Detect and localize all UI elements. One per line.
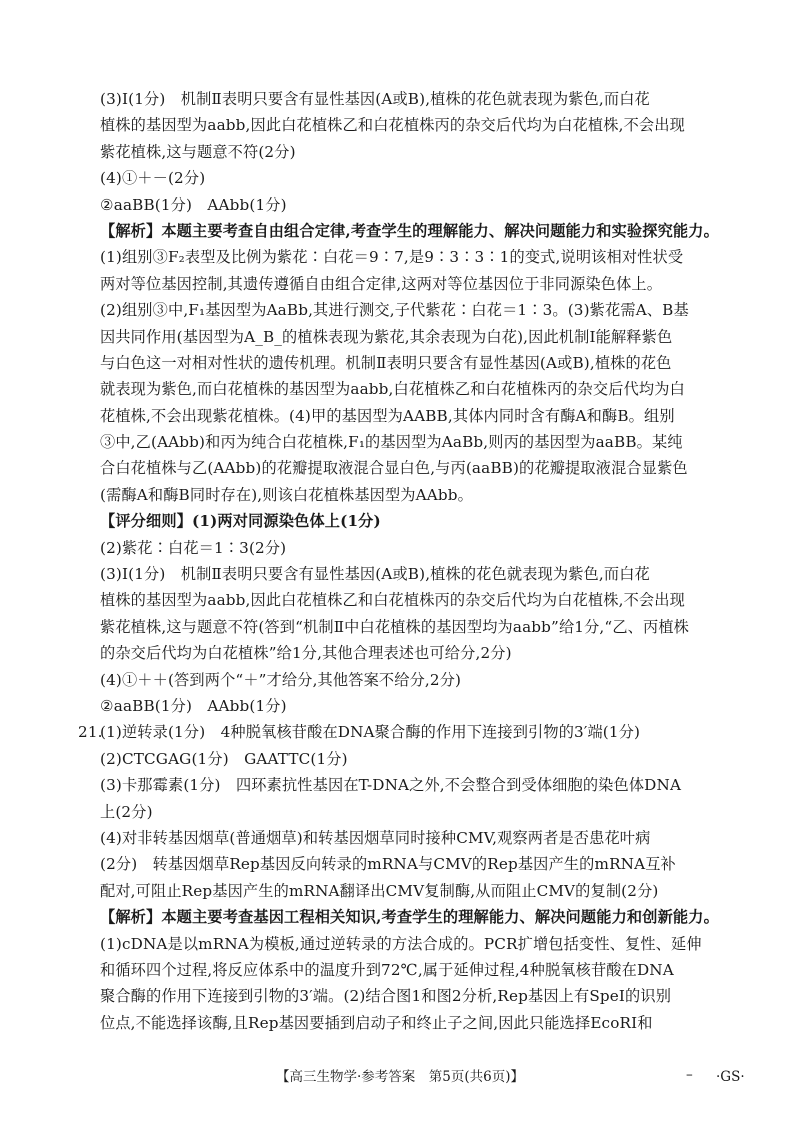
analysis-heading: 【解析】本题主要考查基因工程相关知识,考查学生的理解能力、解决问题能力和创新能力。 [100,908,719,927]
scoring-rules-heading: 【评分细则】(1)两对同源染色体上(1分) [100,512,381,531]
text-line: 就表现为紫色,而白花植株的基因型为aabb,白花植株乙和白花植株丙的杂交后代均为白 [100,380,685,399]
text-line: (需酶A和酶B同时存在),则该白花植株基因型为AAbb。 [100,485,473,504]
text-line: 植株的基因型为aabb,因此白花植株乙和白花植株丙的杂交后代均为白花植株,不会出现 [100,591,685,610]
text-line: 的杂交后代均为白花植株”给1分,其他合理表述也可给分,2分) [100,644,512,663]
text-line: 与白色这一对相对性状的遗传机理。机制Ⅱ表明只要含有显性基因(A或B),植株的花色 [100,353,672,372]
text-line: ③中,乙(AAbb)和丙为纯合白花植株,F₁的基因型为AaBb,则丙的基因型为aaBB。某纯 [100,433,683,452]
text-line: 因共同作用(基因型为A_B_的植株表现为紫花,其余表现为白花),因此机制Ⅰ能解释紫色 [100,327,673,346]
text-line: (1)逆转录(1分) 4种脱氧核苷酸在DNA聚合酶的作用下连接到引物的3′端(1分) [100,723,641,742]
question-21-line [78,719,750,745]
answer-key-body [78,86,750,1036]
text-line: 位点,不能选择该酶,且Rep基因要插到启动子和终止子之间,因此只能选择EcoRⅠ和 [100,1013,653,1032]
text-line: (1)组别③F₂表型及比例为紫花∶白花＝9∶7,是9∶3∶3∶1的变式,说明该相对性状受 [100,248,684,267]
analysis-heading: 【解析】本题主要考查自由组合定律,考查学生的理解能力、解决问题能力和实验探究能力。 [100,221,719,240]
text-line: 上(2分) [100,802,153,821]
text-line: (4)①＋－(2分) [100,169,206,188]
text-line: (2)紫花∶白花＝1∶3(2分) [100,538,287,557]
footer-code: ·GS· [716,1069,745,1085]
text-line: (3)Ⅰ(1分) 机制Ⅱ表明只要含有显性基因(A或B),植株的花色就表现为紫色,而白花 [100,90,650,108]
text-line: ②aaBB(1分) AAbb(1分) [100,195,287,214]
text-line: (2)CTCGAG(1分) GAATTC(1分) [100,749,348,768]
text-line: 紫花植株,这与题意不符(答到“机制Ⅱ中白花植株的基因型均为aabb”给1分,“乙、丙植株 [100,617,690,636]
text-line: (4)对非转基因烟草(普通烟草)和转基因烟草同时接种CMV,观察两者是否患花叶病 [100,828,651,847]
text-line: 植株的基因型为aabb,因此白花植株乙和白花植株丙的杂交后代均为白花植株,不会出现 [100,116,685,135]
text-line: (4)①＋＋(答到两个“＋”才给分,其他答案不给分,2分) [100,670,462,689]
text-line: (2分) 转基因烟草Rep基因反向转录的mRNA与CMV的Rep基因产生的mRNA互补 [100,855,676,874]
text-line: 紫花植株,这与题意不符(2分) [100,142,296,161]
question-number: 21. [78,723,103,742]
text-line: ②aaBB(1分) AAbb(1分) [100,696,287,715]
text-line: 合白花植株与乙(AAbb)的花瓣提取液混合显白色,与丙(aaBB)的花瓣提取液混合显紫色 [100,459,688,478]
text-line: 和循环四个过程,将反应体系中的温度升到72℃,属于延伸过程,4种脱氧核苷酸在DNA [100,960,674,979]
text-line: (3)Ⅰ(1分) 机制Ⅱ表明只要含有显性基因(A或B),植株的花色就表现为紫色,而白花 [100,565,650,584]
text-line: (1)cDNA是以mRNA为模板,通过逆转录的方法合成的。PCR扩增包括变性、复性、延伸 [100,934,702,953]
footer-mark: – [686,1067,693,1083]
text-line: 配对,可阻止Rep基因产生的mRNA翻译出CMV复制酶,从而阻止CMV的复制(2分) [100,881,659,900]
text-line: 两对等位基因控制,其遗传遵循自由组合定律,这两对等位基因位于非同源染色体上。 [100,274,663,293]
text-line: (3)卡那霉素(1分) 四环素抗性基因在T-DNA之外,不会整合到受体细胞的染色体DNA [100,776,682,795]
page-footer [0,1067,800,1087]
text-line: 聚合酶的作用下连接到引物的3′端。(2)结合图1和图2分析,Rep基因上有SpeⅠ的识别 [100,987,672,1006]
footer-title: 【高三生物学·参考答案 第5页(共6页)】 [275,1069,524,1085]
text-line: 花植株,不会出现紫花植株。(4)甲的基因型为AABB,其体内同时含有酶A和酶B。组别 [100,406,675,425]
text-line: (2)组别③中,F₁基因型为AaBb,其进行测交,子代紫花∶白花＝1∶3。(3)紫花需A、B基 [100,301,689,320]
